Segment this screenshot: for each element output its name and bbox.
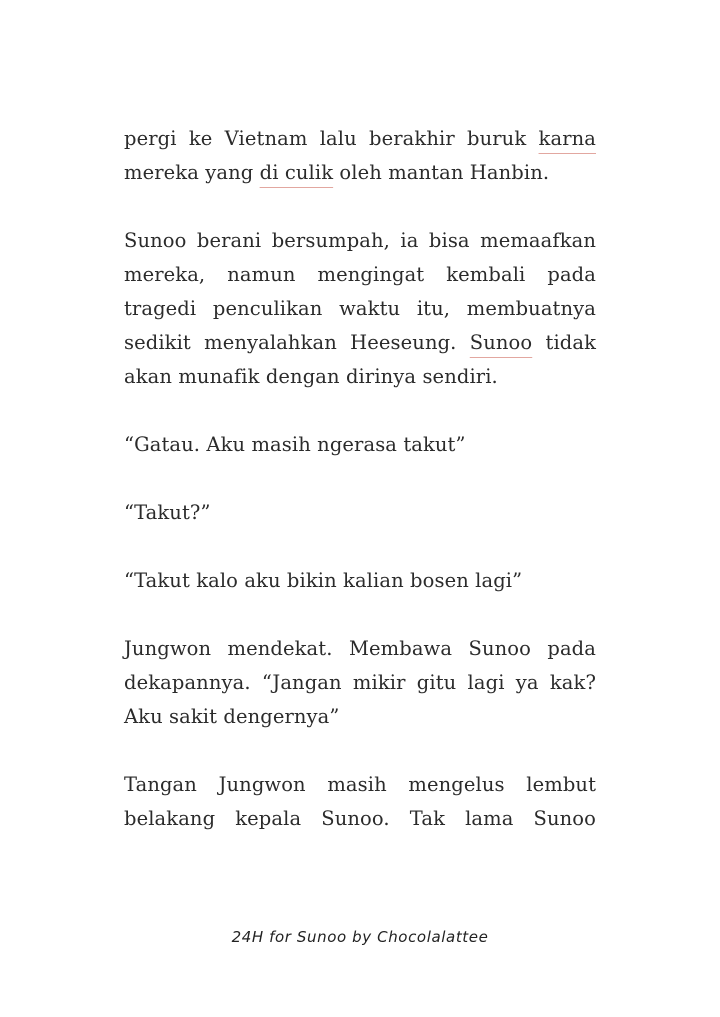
spellcheck-underlined-word: di culik [259, 161, 334, 184]
spellcheck-underlined-word: karna [538, 127, 596, 150]
text-segment: “Takut kalo aku bikin kalian bosen lagi” [124, 569, 523, 592]
text-segment: pergi ke Vietnam lalu berakhir buruk [124, 127, 539, 150]
paragraph-7 [124, 768, 596, 836]
text-segment: mereka yang [124, 161, 260, 184]
text-segment: Jungwon mendekat. Membawa Sunoo pada dekapannya. “Jangan mikir gitu lagi ya kak? Aku sakit dengernya” [124, 637, 596, 728]
paragraph-6 [124, 632, 596, 734]
text-segment: oleh mantan Hanbin. [333, 161, 550, 184]
paragraph-3 [124, 428, 596, 462]
text-segment: “Takut?” [124, 501, 211, 524]
story-text [124, 122, 596, 870]
page-footer: 24H for Sunoo by Chocolalattee [231, 928, 489, 946]
text-segment: Sunoo berani bersumpah, ia bisa memaafkan mereka, namun mengingat kembali pada tragedi penculikan waktu itu, membuatnya sedikit menyalahkan Heeseung. [124, 229, 596, 354]
paragraph-1 [124, 122, 596, 190]
paragraph-5 [124, 564, 596, 598]
paragraph-4 [124, 496, 596, 530]
text-segment: Tangan Jungwon masih mengelus lembut belakang kepala Sunoo. Tak lama Sunoo [124, 773, 596, 830]
text-segment: “Gatau. Aku masih ngerasa takut” [124, 433, 466, 456]
text-segment: tidak akan munafik dengan dirinya sendiri. [124, 331, 597, 388]
spellcheck-underlined-word: Sunoo [469, 331, 533, 354]
paragraph-2 [124, 224, 596, 394]
